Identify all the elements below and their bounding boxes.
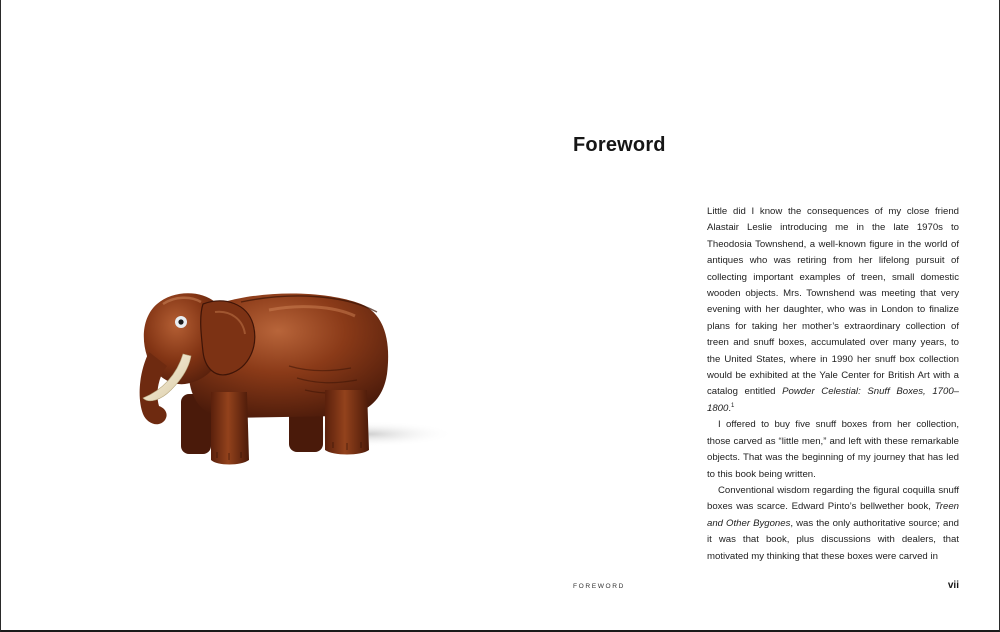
elephant-eye-pupil: [178, 319, 183, 324]
paragraph-1: [707, 204, 959, 417]
paragraph-3-book-title: Treen and Other Bygones: [707, 501, 959, 529]
left-page: [1, 0, 501, 632]
paragraph-1-period: .: [728, 402, 732, 414]
elephant-snuff-box-image: [129, 282, 459, 482]
running-head: FOREWORD: [573, 583, 625, 590]
paragraph-1-book-title: Powder Celestial: Snuff Boxes, 1700–1800: [707, 386, 960, 414]
page-number: vii: [947, 580, 959, 591]
paragraph-3: [707, 483, 959, 565]
right-page: [501, 0, 1000, 632]
paragraph-1-text: Little did I know the consequences of my close friend Alastair Leslie introducing me in the late 1970s to Theodosia Townshend, a well-known figure in the world of antiques who was retiring from her lifelong pursuit of collecting important examples of treen, small domestic wooden objects. Mrs. Townshend was meeting that very evening with her daughter, who was in London to finalize plans for taking her mother’s extraordinary collection of treen and snuff boxes, accumulated over many years, to the United States, where in 1990 her snuff box collection would be exhibited at the Yale Center for British Art with a catalog entitled: [707, 206, 959, 398]
paragraph-3-text-start: Conventional wisdom regarding the figural coquilla snuff boxes was scarce. Edward Pinto’s bellwether book,: [707, 484, 959, 513]
paragraph-3-text-end: , was the only authoritative source; and it was that book, plus discussions with dealers, that motivated my thinking that these boxes were carved in: [707, 517, 959, 562]
paragraph-2: I offered to buy five snuff boxes from her collection, those carved as “little men,” and left with these remarkable objects. That was the beginning of my journey that has led to this book being written.: [707, 419, 959, 480]
footnote-marker[interactable]: 1: [731, 402, 735, 409]
body-text: [707, 204, 959, 565]
chapter-title: Foreword: [573, 134, 666, 156]
